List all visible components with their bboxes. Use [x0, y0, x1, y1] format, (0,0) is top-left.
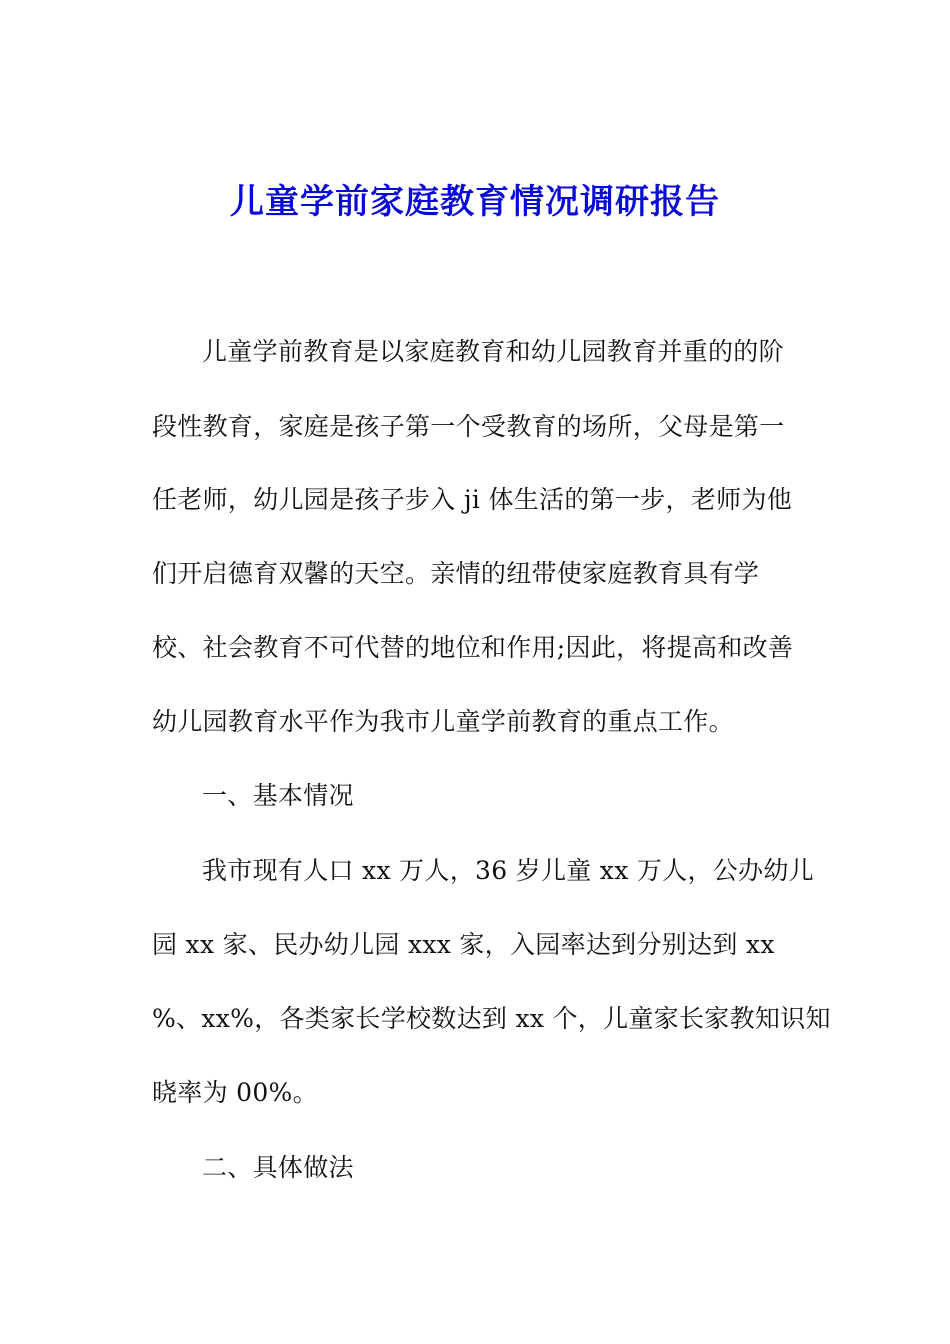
- paragraph-line: 儿童学前教育是以家庭教育和幼儿园教育并重的的阶: [202, 337, 784, 366]
- paragraph-line: 任老师，幼儿园是孩子步入 ji 体生活的第一步，老师为他: [152, 485, 793, 514]
- paragraph-line: %、xx%，各类家长学校数达到 xx 个，儿童家长家教知识知: [152, 1004, 831, 1033]
- paragraph-line: 段性教育，家庭是孩子第一个受教育的场所，父母是第一: [152, 412, 785, 441]
- paragraph-line: 园 xx 家、民办幼儿园 xxx 家，入园率达到分别达到 xx: [152, 930, 775, 959]
- document-title: 儿童学前家庭教育情况调研报告: [230, 182, 720, 222]
- document-body: [152, 0, 831, 1344]
- paragraph-line: 们开启德育双馨的天空。亲情的纽带使家庭教育具有学: [152, 559, 760, 588]
- paragraph-line: 晓率为 00%。: [152, 1078, 318, 1107]
- section-heading-specific-methods: 二、具体做法: [202, 1153, 354, 1182]
- paragraph-line: 我市现有人口 xx 万人，36 岁儿童 xx 万人，公办幼儿: [202, 856, 814, 885]
- section-heading-basic-situation: 一、基本情况: [202, 781, 354, 810]
- paragraph-line: 幼儿园教育水平作为我市儿童学前教育的重点工作。: [152, 707, 734, 736]
- paragraph-line: 校、社会教育不可代替的地位和作用;因此，将提高和改善: [152, 633, 794, 662]
